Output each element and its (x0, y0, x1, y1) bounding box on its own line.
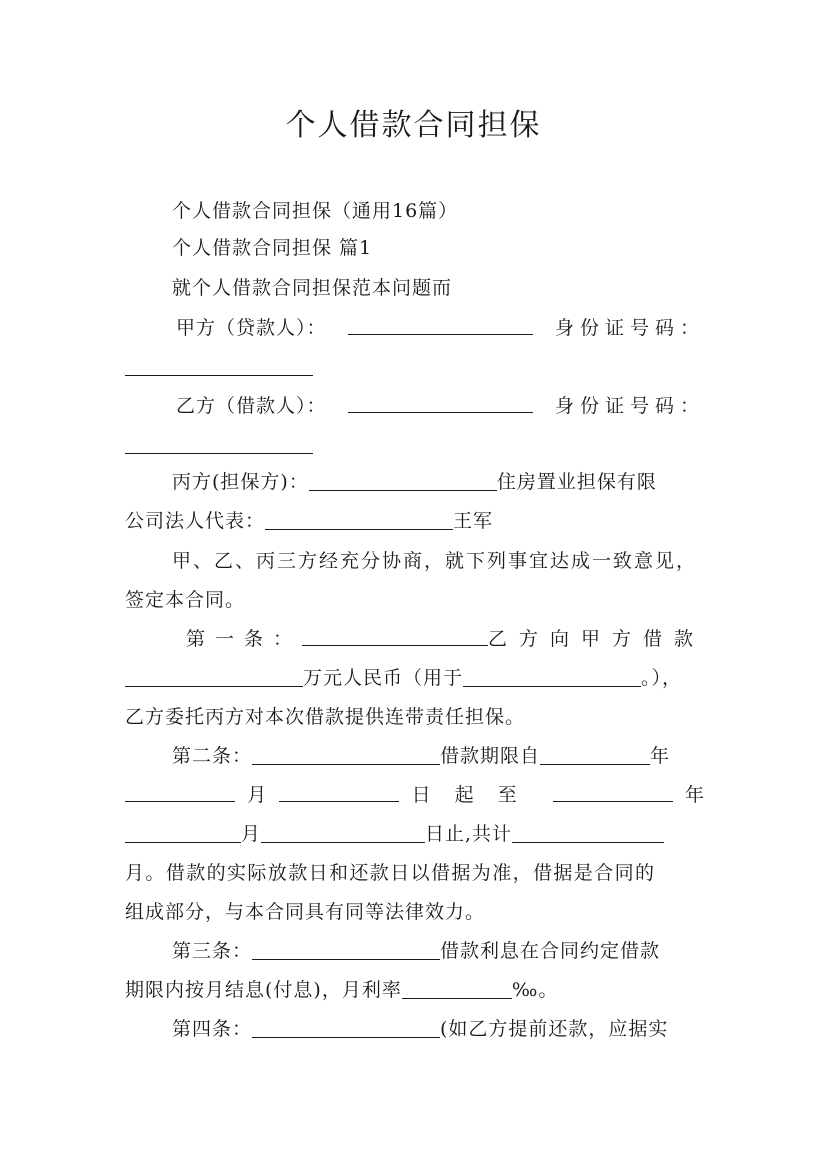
monthly-rate-blank (402, 980, 512, 999)
total-months-blank (512, 824, 664, 843)
party-b-blank (348, 394, 533, 413)
legal-rep-name: 王军 (453, 510, 494, 532)
party-c-blank (309, 472, 497, 491)
party-a-id-blank (125, 357, 313, 376)
article-2-blank (252, 746, 440, 765)
article-1-line-3: 乙方委托丙方对本次借款提供连带责任担保。 (125, 706, 526, 728)
party-a-label: 甲方（贷款人）： (176, 317, 327, 339)
legal-rep-line (125, 509, 705, 533)
party-a-line (176, 316, 705, 340)
article-2-line-4: 月。借款的实际放款日和还款日以借据为准，借据是合同的 (125, 862, 656, 884)
article-1-amount-blank (125, 668, 303, 687)
end-year-blank (553, 783, 673, 802)
article-1-purpose-blank (463, 668, 641, 687)
year-label: 年 (650, 745, 671, 767)
article-4-text-a: (如乙方提前还款，应据实 (440, 1018, 669, 1040)
legal-rep-blank (265, 511, 453, 530)
article-3-text-a: 借款利息在合同约定借款 (440, 940, 661, 962)
end-day-blank (261, 824, 425, 843)
agreement-line-1: 甲、乙、丙三方经充分协商，就下列事宜达成一致意见， (172, 550, 698, 572)
article-2-line-5: 组成部分，与本合同具有同等法律效力。 (125, 901, 486, 923)
article-4-line-1 (172, 1017, 705, 1041)
article-3-label: 第三条： (172, 940, 253, 962)
article-2-line-1 (172, 744, 705, 768)
start-month-blank (125, 783, 235, 802)
permille-label: ‰。 (511, 979, 559, 1001)
article-1-label: 第一条： (186, 628, 303, 650)
article-2-label: 第二条： (172, 745, 253, 767)
article-1-text-a: 乙方向甲方借款 (487, 628, 705, 650)
party-b-line (176, 394, 705, 418)
party-a-id-label: 身份证号码： (554, 317, 705, 339)
party-c-label: 丙方(担保方)： (172, 471, 309, 493)
article-3-blank (252, 941, 440, 960)
article-4-blank (252, 1019, 440, 1038)
intro-line: 个人借款合同担保（通用16篇） (172, 200, 459, 222)
document-title: 个人借款合同担保 (285, 108, 542, 143)
party-a-id-line (125, 355, 705, 379)
year-label-2: 年 (684, 784, 705, 806)
article-1-line-2 (125, 666, 705, 690)
start-day-blank (279, 783, 399, 802)
article-1-text-c: 。）， (641, 667, 683, 689)
article-2-text-a: 借款期限自 (440, 745, 541, 767)
day-from-label: 日起至 (411, 784, 541, 806)
article-1-text-b: 万元人民币（用于 (303, 667, 464, 689)
article-2-line-3 (125, 822, 705, 846)
agreement-line-2: 签定本合同。 (125, 589, 246, 611)
article-1-line-1 (186, 627, 705, 651)
article-2-line-2 (125, 783, 705, 807)
section-heading: 个人借款合同担保 篇1 (172, 237, 373, 259)
article-3-line-2 (125, 978, 705, 1002)
party-b-id-line (125, 433, 705, 457)
party-b-id-label: 身份证号码： (554, 395, 705, 417)
article-3-line-1 (172, 939, 705, 963)
party-c-company: 住房置业担保有限 (496, 471, 657, 493)
end-month-blank (125, 824, 241, 843)
party-b-id-blank (125, 435, 313, 454)
article-4-label: 第四条： (172, 1018, 253, 1040)
article-1-blank (302, 627, 488, 646)
party-c-line (172, 470, 705, 494)
lead-line: 就个人借款合同担保范本问题而 (172, 277, 453, 299)
party-b-label: 乙方（借款人）： (176, 395, 327, 417)
day-to-label: 日止,共计 (425, 823, 513, 845)
month-label-2: 月 (241, 823, 262, 845)
party-a-blank (348, 316, 533, 335)
article-3-text-b: 期限内按月结息(付息)，月利率 (125, 979, 402, 1001)
month-label: 月 (247, 784, 268, 806)
start-year-blank (540, 746, 650, 765)
legal-rep-label: 公司法人代表： (125, 510, 266, 532)
